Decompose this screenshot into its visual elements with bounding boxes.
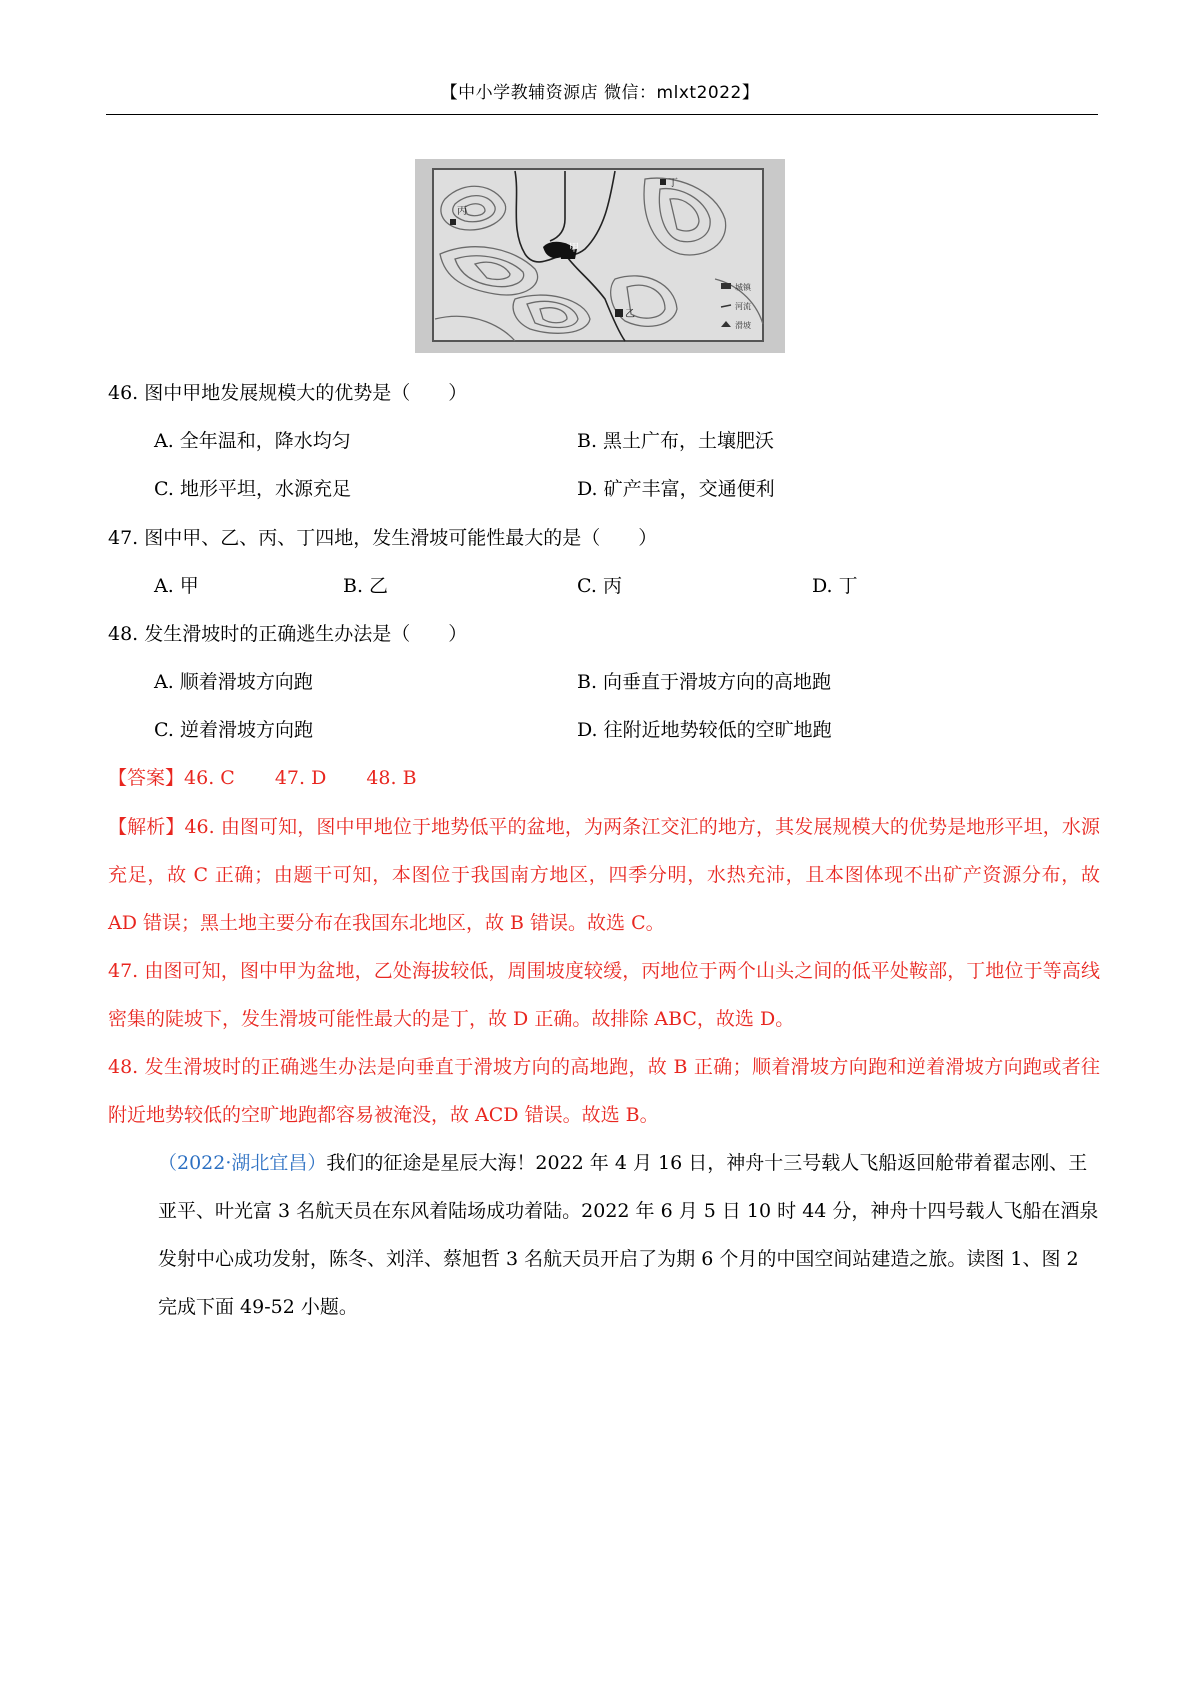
analysis-47: 47. 由图可知，图中甲为盆地，乙处海拔较低，周围坡度较缓，丙地位于两个山头之间的低平处鞍部，丁地位于等高线密集的陡坡下，发生滑坡可能性最大的是丁，故 D 正确。故排除 ABC，故选 D。 xyxy=(108,960,1100,1030)
legend-town: 城镇 xyxy=(735,283,751,292)
map-label-yi: 乙 xyxy=(625,309,635,320)
analysis-48: 48. 发生滑坡时的正确逃生办法是向垂直于滑坡方向的高地跑，故 B 正确；顺着滑坡方向跑和逆着滑坡方向跑或者往附近地势较低的空旷地跑都容易被淹没，故 ACD 错误。故选 B。 xyxy=(108,1056,1100,1126)
question-46-option-d: D. 矿产丰富，交通便利 xyxy=(577,478,775,500)
answer-line xyxy=(108,765,417,791)
question-48-option-d: D. 往附近地势较低的空旷地跑 xyxy=(577,719,832,741)
legend-river: 河流 xyxy=(735,302,751,311)
question-47-stem: 47. 图中甲、乙、丙、丁四地，发生滑坡可能性最大的是（ ） xyxy=(108,527,658,549)
map-label-ding: 丁 xyxy=(668,178,678,189)
map-label-jia: 甲 xyxy=(569,243,579,254)
contour-map-svg xyxy=(415,159,785,353)
question-48-option-b: B. 向垂直于滑坡方向的高地跑 xyxy=(577,671,832,693)
question-47-option-b: B. 乙 xyxy=(343,575,389,597)
question-46-option-a: A. 全年温和，降水均匀 xyxy=(154,430,351,452)
question-46-option-c: C. 地形平坦，水源充足 xyxy=(154,478,351,500)
question-48-option-c: C. 逆着滑坡方向跑 xyxy=(154,719,313,741)
question-47-option-d: D. 丁 xyxy=(812,575,858,597)
legend-landslide: 滑坡 xyxy=(735,321,751,330)
question-48-option-a: A. 顺着滑坡方向跑 xyxy=(154,671,313,693)
contour-map-figure xyxy=(415,159,785,353)
passage-source: （2022·湖北宜昌） xyxy=(158,1152,327,1174)
question-47-option-c: C. 丙 xyxy=(577,575,622,597)
answer-48: 48. B xyxy=(366,767,417,789)
passage xyxy=(108,1139,1100,1331)
question-48-stem: 48. 发生滑坡时的正确逃生办法是（ ） xyxy=(108,623,468,645)
answer-47: 47. D xyxy=(274,767,327,789)
question-47-option-a: A. 甲 xyxy=(154,575,199,597)
header-divider xyxy=(106,114,1098,115)
answer-label: 【答案】 xyxy=(108,767,185,789)
page-header: 【中小学教辅资源店 微信：mlxt2022】 xyxy=(440,83,760,103)
question-46-option-b: B. 黑土广布，土壤肥沃 xyxy=(577,430,775,452)
passage-text: 我们的征途是星辰大海！2022 年 4 月 16 日，神舟十三号载人飞船返回舱带着翟志刚、王亚平、叶光富 3 名航天员在东风着陆场成功着陆。2022 年 6 月 5 日 10 时 44 分，神舟十四号载人飞船在酒泉发射中心成功发射，陈冬、刘洋、蔡旭哲 3 名航天员开启了为期 6 个月的中国空间站建造之旅。读图 1、图 2 完成下面 49-52 小题。 xyxy=(158,1152,1099,1318)
question-46-stem: 46. 图中甲地发展规模大的优势是（ ） xyxy=(108,382,468,404)
analysis-46: 【解析】46. 由图可知，图中甲地位于地势低平的盆地，为两条江交汇的地方，其发展规模大的优势是地形平坦，水源充足，故 C 正确；由题干可知，本图位于我国南方地区，四季分明，水热充沛，且本图体现不出矿产资源分布，故 AD 错误；黑土地主要分布在我国东北地区，故 B 错误。故选 C。 xyxy=(108,816,1100,934)
map-label-bing: 丙 xyxy=(457,206,467,217)
answer-46: 46. C xyxy=(184,767,235,789)
